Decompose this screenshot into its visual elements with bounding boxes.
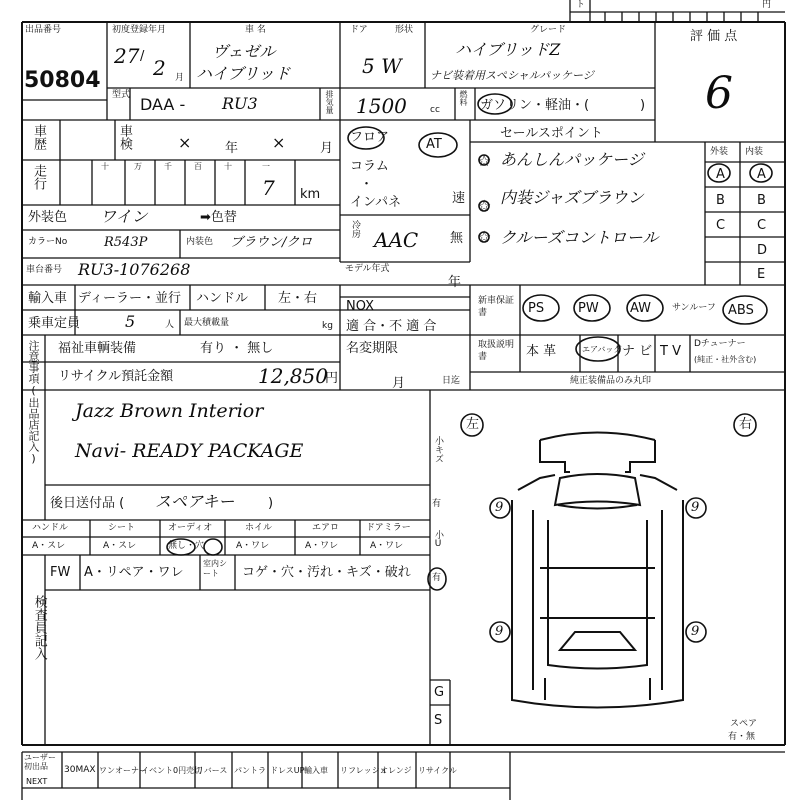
equip-value-mirror: A・ワレ: [370, 541, 404, 551]
bottom-item-6: ドレスUP: [270, 766, 305, 775]
sales-star-3: ☆: [477, 227, 492, 246]
load-unit: kg: [322, 321, 333, 331]
sales-point-2: 内装ジャズブラウン: [500, 188, 644, 207]
interior-color-label: 内装色: [186, 237, 214, 247]
handle-value: 左・右: [278, 291, 318, 306]
equip-navi: ナ ビ: [622, 344, 653, 359]
lot-label: 出品番号: [25, 25, 62, 35]
warranty-aw: AW: [630, 301, 652, 316]
mileage-value: 7: [262, 176, 275, 200]
fuel-options: ガソリン・軽油・(: [480, 98, 590, 113]
equip-dtuner: Dチューナー: [694, 339, 746, 349]
car-name-line2: ハイブリッド: [196, 64, 291, 83]
fw-value: A・リペア・ワレ: [84, 565, 184, 580]
grade-int-c: C: [757, 218, 767, 233]
equip-value-aero: A・ワレ: [305, 541, 339, 551]
interior-color-value: ブラウン/クロ: [230, 235, 313, 250]
name-change-month: 月: [392, 376, 406, 391]
model-code: DAA -: [140, 95, 186, 114]
later-close: ): [268, 496, 274, 511]
grade-ext-c: C: [716, 218, 726, 233]
displacement-unit: cc: [430, 105, 440, 115]
shift-floor: フロア: [350, 130, 390, 145]
bottom-item-10: リサイクル: [418, 766, 457, 775]
warranty-ps: PS: [528, 301, 545, 316]
spare-label: スペア: [730, 719, 758, 729]
body-mark-2: 9: [691, 500, 700, 515]
fuel-close: ): [640, 98, 646, 113]
fw-label: FW: [50, 565, 71, 580]
capacity-unit: 人: [165, 320, 175, 330]
car-name-line1: ヴェゼル: [212, 42, 276, 61]
body-mark-1: 9: [495, 500, 504, 515]
history-label: 車歴: [31, 124, 46, 150]
equip-dtuner-note: (純正・社外含む): [694, 355, 757, 364]
recycle-label: リサイクル預託金額: [58, 369, 174, 384]
later-label: 後日送付品 (: [50, 496, 125, 511]
small-scratch-label: 小キズ: [433, 436, 443, 463]
equip-header-handle: ハンドル: [32, 523, 69, 533]
shift-speed: 速: [452, 191, 466, 206]
model-year-unit: 年: [448, 275, 462, 290]
body-left-label: 左: [466, 417, 480, 432]
car-diagram: [512, 433, 683, 708]
body-right-label: 右: [739, 417, 753, 432]
spare-value: 有・無: [728, 732, 756, 742]
shift-column: コラム: [350, 159, 389, 174]
inspection-year-unit: 年: [225, 141, 239, 156]
currency-label: 円: [762, 0, 772, 10]
first-reg-year: 27: [114, 44, 140, 68]
bottom-item-8: リフレッシュ: [340, 766, 388, 775]
seat-label: 室内シート: [203, 559, 227, 578]
score-label: 評 価 点: [690, 29, 738, 44]
inspection-month: ×: [272, 133, 286, 152]
mileage-digit-4: 百: [194, 162, 202, 171]
ac-label: 冷房: [350, 220, 360, 238]
first-reg-month-unit: 月: [175, 73, 185, 83]
first-reg-slash: /: [140, 49, 145, 64]
notes-line2: Navi- READY PACKAGE: [75, 440, 304, 462]
mileage-unit: km: [300, 187, 321, 202]
grade-exterior-label: 外装: [710, 147, 729, 157]
equip-value-handle: A・スレ: [32, 541, 66, 551]
model-label: 型式: [112, 90, 131, 100]
bottom-item-3: イベント0円売切: [141, 766, 203, 775]
body-mark-3: 9: [495, 624, 504, 639]
warranty-label: 新車保証書: [478, 296, 515, 318]
nox-value: 適 合・不 適 合: [346, 319, 437, 334]
shift-inpane: インパネ: [350, 195, 402, 210]
small-dent-label: 小U: [433, 530, 443, 549]
displacement-value: 1500: [356, 94, 407, 118]
chassis-value: RU3-1076268: [78, 260, 191, 279]
top-small-label: ト: [576, 0, 586, 10]
inspection-label: 車検: [117, 124, 132, 150]
model-year-label: モデル年式: [345, 264, 390, 274]
handle-label: ハンドル: [196, 291, 249, 306]
genuine-note: 純正装備品のみ丸印: [570, 376, 652, 386]
bottom-item-7: 輸入車: [304, 766, 328, 775]
bottom-item-1: 30MAX: [64, 765, 96, 775]
displacement-label: 排気量: [325, 90, 334, 114]
shift-at: AT: [426, 137, 442, 152]
grade-ext-a: A: [716, 167, 725, 182]
notes-label: 注意事項(出品店記入): [27, 340, 40, 465]
first-reg-month: 2: [153, 56, 166, 80]
warranty-pw: PW: [578, 301, 599, 316]
s-label: S: [434, 713, 443, 728]
bottom-item-9: オレンジ: [380, 766, 412, 775]
inspection-year: ×: [178, 133, 192, 152]
model-value: RU3: [222, 94, 258, 113]
equip-value-wheel: A・ワレ: [236, 541, 270, 551]
equip-header-audio: オーディオ: [168, 523, 213, 533]
fuel-label: 燃料: [459, 90, 468, 106]
bottom-item-4: リバース: [196, 766, 228, 775]
load-label: 最大積載量: [184, 318, 230, 328]
mileage-digit-3: 千: [164, 162, 172, 171]
bottom-item-2: ワンオーナー: [99, 766, 147, 775]
mileage-digit-2: 万: [134, 162, 142, 171]
grade-int-b: B: [757, 193, 766, 208]
mileage-digit-5: 十: [224, 162, 232, 171]
score-value: 6: [705, 68, 733, 119]
recycle-value: 12,850: [258, 364, 328, 388]
sales-point-3: クルーズコントロール: [500, 228, 659, 247]
ac-none: 無: [450, 231, 464, 246]
user-first-label: ユーザー初出品: [24, 753, 56, 771]
lot-number: 50804: [24, 68, 101, 93]
next-label: NEXT: [26, 777, 48, 786]
grade-ext-b: B: [716, 193, 725, 208]
grade-interior-label: 内装: [745, 147, 764, 157]
sales-star-1: ☆: [477, 151, 492, 170]
equip-value-seat: A・スレ: [103, 541, 137, 551]
grade-int-d: D: [757, 243, 768, 258]
g-label: G: [434, 685, 445, 700]
exterior-color-value: ワイン: [100, 207, 148, 226]
inspector-label: 検査員記入: [31, 595, 47, 660]
exterior-color-label: 外装色: [28, 210, 68, 225]
welfare-value: 有り ・ 無し: [200, 341, 274, 356]
later-value: スペアキー: [155, 492, 235, 511]
color-no-label: カラーNo: [28, 237, 68, 247]
import-options: ディーラー・並行: [78, 291, 181, 306]
bottom-item-5: パントラ: [234, 766, 266, 775]
equip-value-audio: 無し・穴: [168, 541, 205, 551]
color-no-value: R543P: [104, 235, 148, 250]
car-name-label: 車 名: [245, 25, 266, 35]
manual-label: 取扱説明書: [478, 340, 515, 362]
shape-label: 形状: [395, 25, 414, 35]
door-label: ドア: [350, 25, 368, 35]
mileage-digit-6: 一: [262, 162, 270, 171]
grade-line1: ハイブリッドZ: [455, 40, 561, 59]
capacity-value: 5: [125, 312, 136, 331]
import-label: 輸入車: [28, 291, 68, 306]
color-change: ➡色替: [200, 210, 237, 225]
welfare-label: 福祉車輌装備: [58, 341, 137, 356]
notes-line1: Jazz Brown Interior: [75, 400, 264, 422]
equip-tv: T V: [660, 344, 681, 359]
equip-leather: 本 革: [526, 344, 557, 359]
grade-int-a: A: [757, 167, 766, 182]
chassis-label: 車台番号: [26, 265, 63, 275]
nox-label: NOX: [346, 299, 375, 314]
sales-points-label: セールスポイント: [500, 126, 603, 141]
recycle-unit: 円: [325, 371, 339, 386]
equip-header-seat: シート: [108, 523, 136, 533]
door-shape-value: 5 W: [362, 54, 402, 78]
body-mark-4: 9: [691, 624, 700, 639]
warranty-abs: ABS: [728, 303, 754, 318]
ac-value: AAC: [374, 228, 419, 252]
grade-label: グレード: [530, 25, 567, 35]
equip-header-mirror: ドアミラー: [366, 523, 411, 533]
mileage-label: 走行: [31, 164, 46, 190]
warranty-sunroof: サンルーフ: [672, 303, 716, 313]
shift-dot: ・: [360, 177, 374, 192]
seat-damage-items: コゲ・穴・汚れ・キズ・破れ: [242, 565, 411, 580]
grade-int-e: E: [757, 267, 766, 282]
name-change-label: 名変期限: [346, 341, 399, 356]
equip-airbag: エアバッグ: [582, 345, 622, 354]
small-dent-have: 有: [432, 573, 442, 583]
capacity-label: 乗車定員: [28, 316, 81, 331]
name-change-day: 日迄: [442, 376, 461, 386]
sales-star-2: ☆: [477, 196, 492, 215]
sales-point-1: あんしんパッケージ: [500, 150, 644, 169]
small-scratch-have: 有: [432, 499, 442, 509]
grade-line2: ナビ装着用スペシャルパッケージ: [430, 69, 594, 82]
equip-header-aero: エアロ: [312, 523, 340, 533]
first-reg-label: 初度登録年月: [112, 25, 167, 35]
inspection-month-unit: 月: [320, 141, 334, 156]
equip-header-wheel: ホイル: [245, 523, 273, 533]
mileage-digit-1: 十: [101, 162, 109, 171]
